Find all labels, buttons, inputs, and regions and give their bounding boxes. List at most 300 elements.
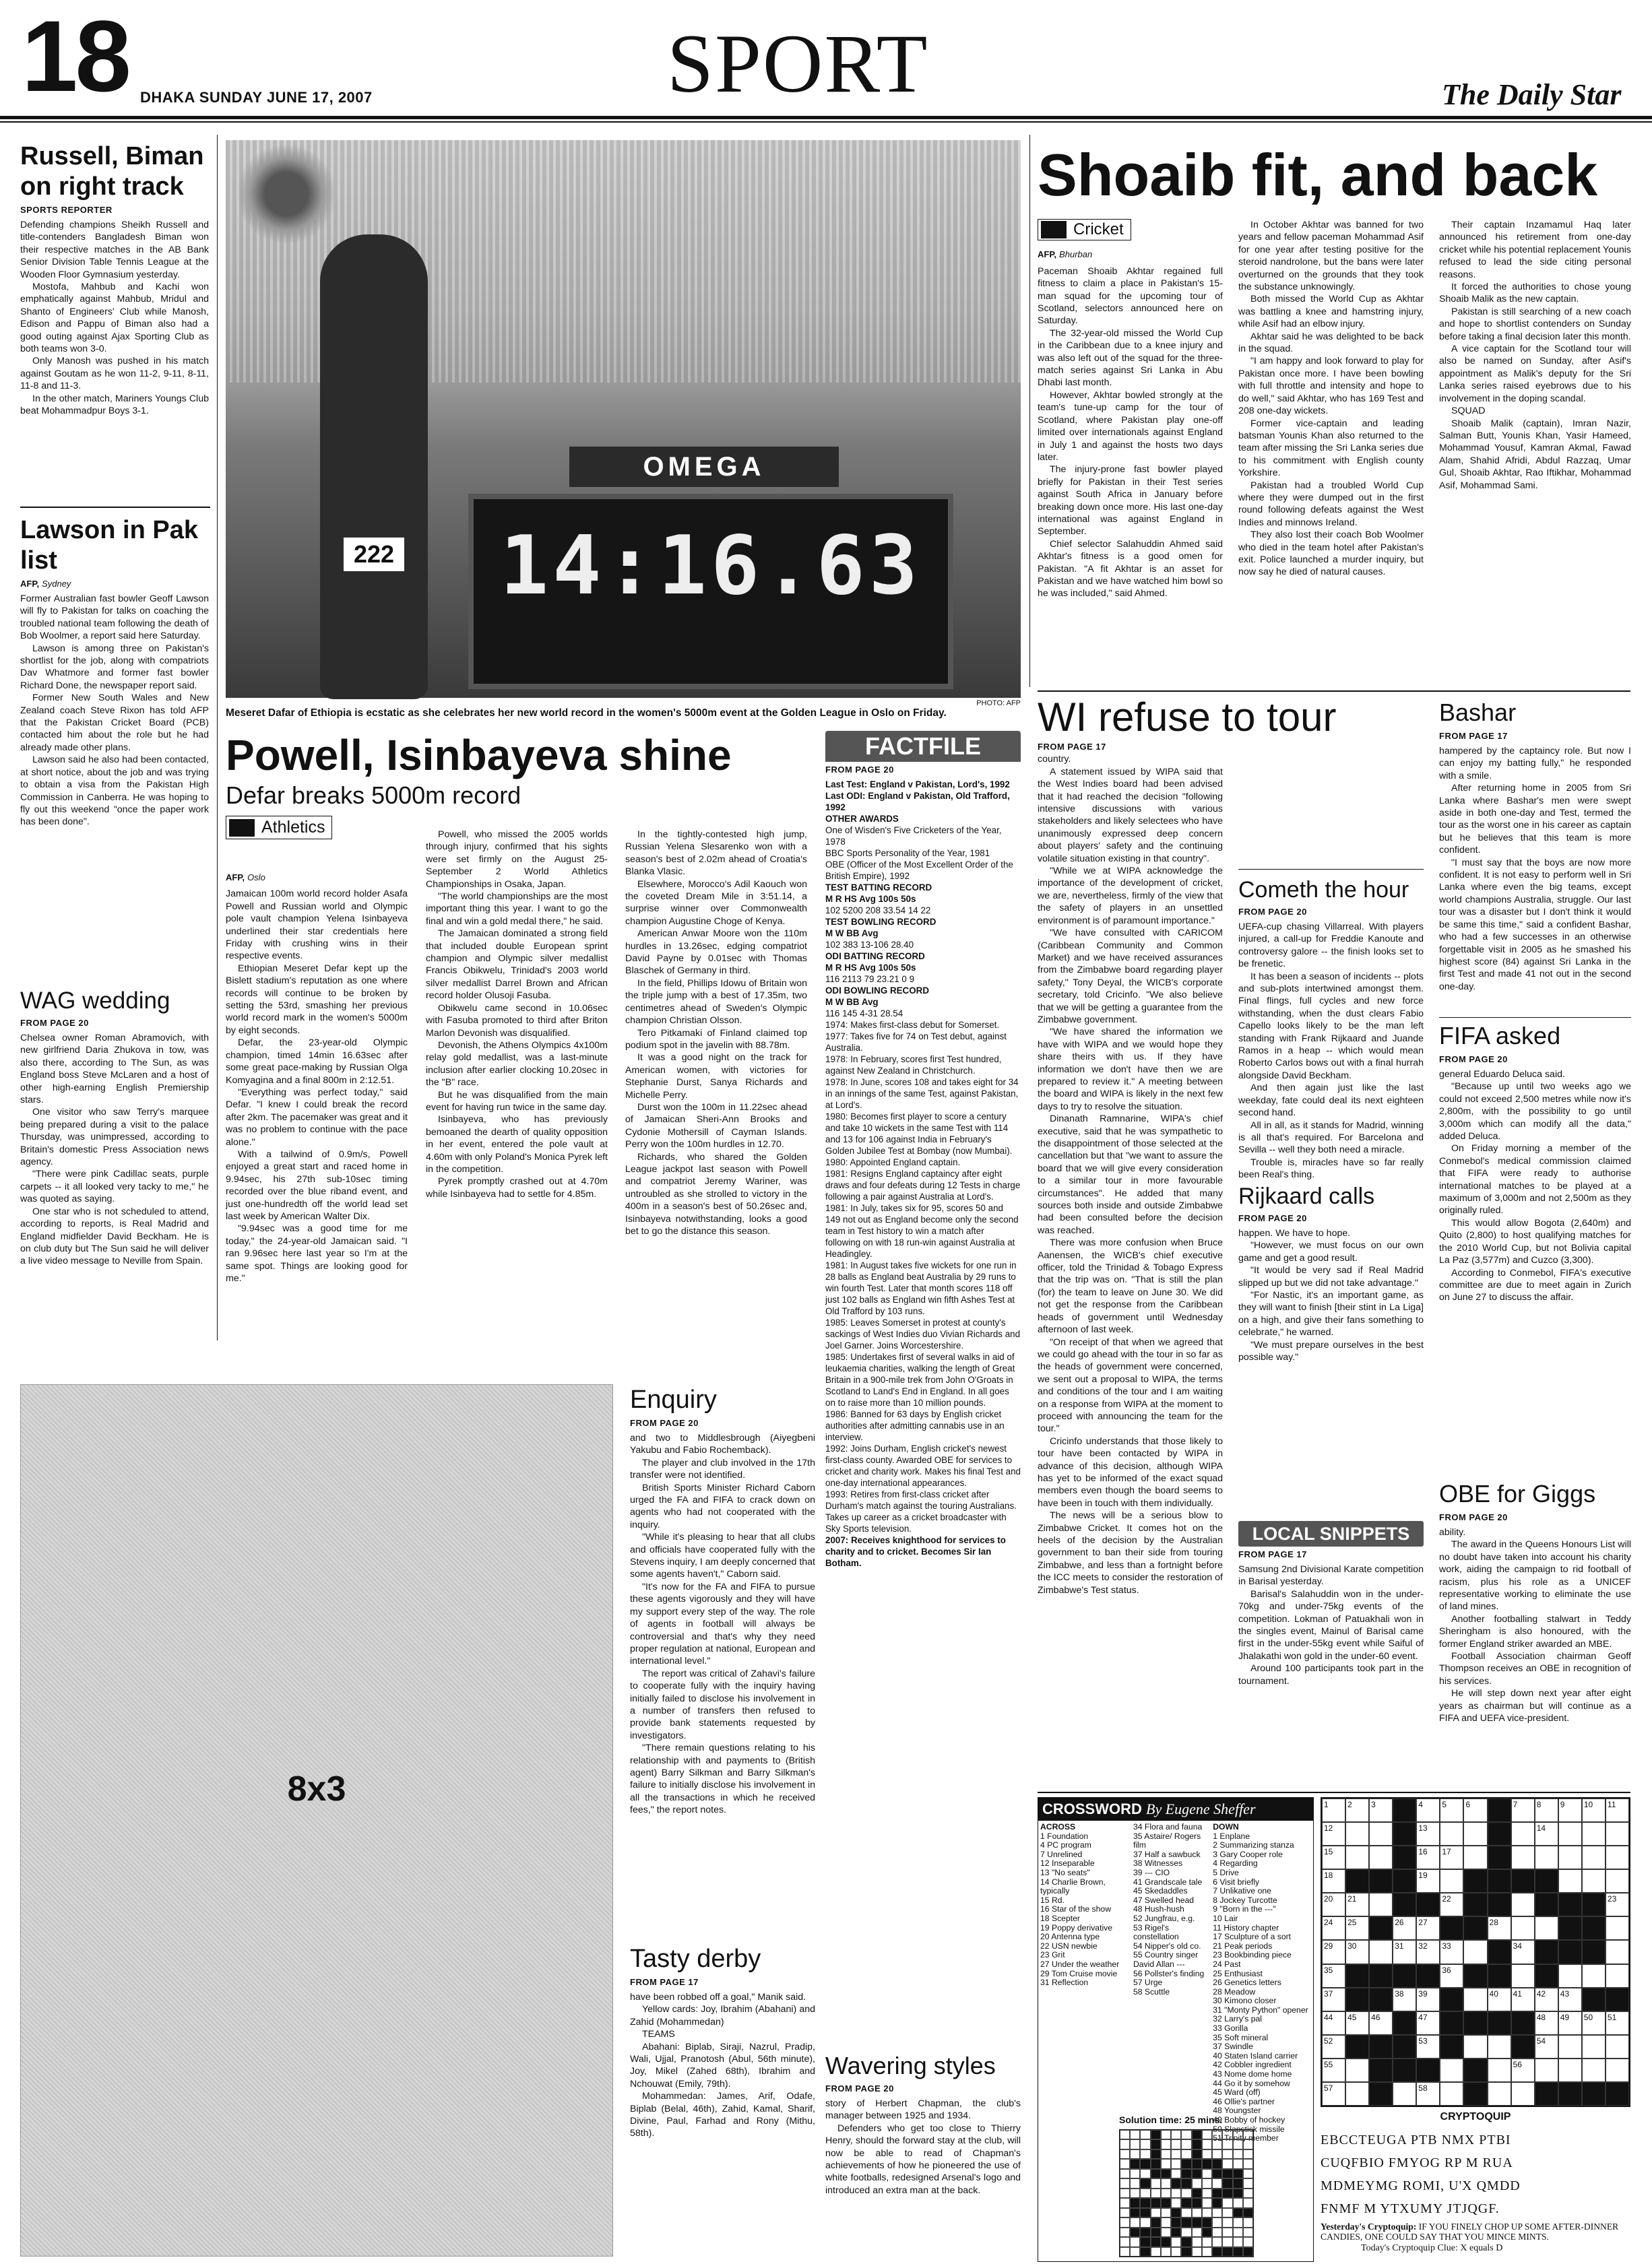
- grid-block: [1558, 2082, 1582, 2106]
- cryptoquip-answer: [1321, 2222, 1630, 2242]
- story-headline: Rijkaard calls: [1238, 1184, 1375, 1209]
- grid-cell[interactable]: 33: [1440, 1940, 1463, 1964]
- grid-cell[interactable]: [1606, 1846, 1629, 1869]
- athletics-icon: [229, 819, 255, 837]
- grid-block: [1463, 1916, 1487, 1940]
- grid-cell[interactable]: 27: [1416, 1916, 1440, 1940]
- grid-cell[interactable]: [1511, 1964, 1535, 1988]
- grid-cell[interactable]: 10: [1582, 1799, 1606, 1822]
- paragraph: 1981: In July, takes six for 95, scores 50 and 149 not out as England become only the second team in Test history to win a match after following on with 18 run-win against Australia at Headingley.: [825, 1203, 1019, 1259]
- story-body: [1238, 1563, 1424, 1687]
- paragraph: 1985: Leaves Somerset in protest at county's sackings of West Indies duo Vivian Richards and Joel Garner. Joins Worcestershire.: [825, 1318, 1021, 1351]
- solution-cell: [1181, 2217, 1191, 2227]
- solution-cell: [1171, 2149, 1181, 2159]
- grid-cell[interactable]: [1511, 1822, 1535, 1846]
- solution-cell: [1171, 2208, 1181, 2217]
- grid-cell[interactable]: [1606, 2035, 1629, 2059]
- grid-block: [1393, 1893, 1416, 1916]
- shoaib-col1: [1038, 219, 1223, 684]
- grid-block: [1369, 1869, 1393, 1893]
- rijkaard-story: [1238, 1182, 1424, 1519]
- crossword-author: By Eugene Sheffer: [1146, 1801, 1256, 1817]
- solution-cell: [1171, 2217, 1181, 2227]
- paragraph: SQUAD: [1451, 406, 1486, 417]
- factfile-box: [825, 731, 1021, 2011]
- grid-cell[interactable]: 6: [1463, 1799, 1487, 1822]
- grid-cell[interactable]: 1: [1322, 1799, 1345, 1822]
- grid-cell[interactable]: 18: [1322, 1869, 1345, 1893]
- clue: 32 Larry's pal: [1213, 2014, 1262, 2024]
- grid-cell[interactable]: [1345, 2059, 1369, 2082]
- paragraph: Lawson is among three on Pakistan's shortlist for the job, along with compatriots Dav Whatmore and former fast bowler Richard Done, the newspaper report said.: [20, 643, 209, 691]
- clue: 31 Reflection: [1040, 1978, 1089, 1988]
- solution-cell: [1181, 2130, 1191, 2139]
- paragraph: Cricinfo understands that those likely to tour have been contacted by WIPA in advance of this decision, although WIPA has yet to be informed of the exact squad members even though the board seems to have been in touch with them individually.: [1038, 1435, 1223, 1509]
- solution-cell: [1130, 2247, 1140, 2257]
- solution-cell: [1161, 2130, 1171, 2139]
- clue: 10 Lair: [1213, 1913, 1238, 1923]
- paragraph: M W BB Avg: [825, 997, 879, 1007]
- paragraph: 102 5200 208 33.54 14 22: [825, 905, 931, 915]
- solution-time: Solution time: 25 mins.: [1119, 2114, 1223, 2125]
- grid-cell[interactable]: 44: [1322, 2011, 1345, 2035]
- grid-cell[interactable]: [1535, 2059, 1558, 2082]
- grid-cell[interactable]: 2: [1345, 1799, 1369, 1822]
- solution-cell: [1243, 2217, 1253, 2227]
- grid-cell[interactable]: [1369, 1822, 1393, 1846]
- grid-cell[interactable]: [1369, 1893, 1393, 1916]
- story-headline: WAG wedding: [20, 987, 170, 1014]
- byline-place: Bhurban: [1059, 249, 1093, 260]
- powell-body-col1: [226, 869, 408, 1340]
- solution-cell: [1161, 2198, 1171, 2207]
- solution-cell: [1192, 2237, 1202, 2246]
- story-byline: FROM PAGE 20: [20, 1018, 89, 1028]
- clue: 15 Rd.: [1040, 1895, 1065, 1905]
- paragraph: Former Australian fast bowler Geoff Lawson will fly to Pakistan for talks on coaching the troubled national team following the death of Bob Woolmer, a report said here Saturday.: [20, 593, 209, 642]
- solution-cell: [1192, 2169, 1202, 2178]
- story-headline: Lawson in Pak list: [20, 516, 198, 575]
- powell-body-col3: [625, 829, 807, 1340]
- grid-block: [1393, 1869, 1416, 1893]
- grid-cell[interactable]: [1558, 2059, 1582, 2082]
- paragraph: Former New South Wales and New Zealand coach Steve Rixon has told AFP that the Pakistan Cricket Board (PCB) contacted him about the role but he had already made other plans.: [20, 692, 209, 753]
- clue: 17 Sculpture of a sort: [1213, 1932, 1292, 1942]
- grid-cell[interactable]: [1440, 2082, 1463, 2106]
- grid-block: [1582, 1893, 1606, 1916]
- grid-cell[interactable]: 30: [1345, 1940, 1369, 1964]
- grid-cell[interactable]: [1463, 1846, 1487, 1869]
- solution-cell: [1151, 2189, 1161, 2198]
- story-byline: SPORTS REPORTER: [20, 205, 113, 215]
- solution-cell: [1130, 2149, 1140, 2159]
- grid-cell[interactable]: 25: [1345, 1916, 1369, 1940]
- grid-cell[interactable]: 21: [1345, 1893, 1369, 1916]
- grid-cell[interactable]: 26: [1393, 1916, 1416, 1940]
- grid-cell[interactable]: 17: [1440, 1846, 1463, 1869]
- grid-block: [1416, 1893, 1440, 1916]
- cryptoquip-line: FNMF M YTXUMY JTJQGF.: [1321, 2201, 1500, 2216]
- paragraph: "While it's pleasing to hear that all clubs and officials have cooperated fully with the Stevens inquiry, I am deeply concerned that some agents haven't," Caborn said.: [630, 1532, 815, 1580]
- solution-cell: [1151, 2247, 1161, 2257]
- grid-cell[interactable]: [1582, 2059, 1606, 2082]
- clue: 4 PC program: [1040, 1840, 1091, 1850]
- paragraph: In the other match, Mariners Youngs Club beat Mohammadpur Boys 3-1.: [20, 393, 209, 417]
- grid-cell[interactable]: [1511, 1916, 1535, 1940]
- solution-cell: [1212, 2217, 1222, 2227]
- grid-cell[interactable]: 8: [1535, 1799, 1558, 1822]
- grid-block: [1440, 2011, 1463, 2035]
- grid-cell[interactable]: 29: [1322, 1940, 1345, 1964]
- solution-cell: [1130, 2217, 1140, 2227]
- grid-cell[interactable]: [1511, 2082, 1535, 2106]
- cryptoquip-title: CRYPTOQUIP: [1440, 2111, 1511, 2123]
- grid-cell[interactable]: 48: [1535, 2011, 1558, 2035]
- clue: 44 Go it by somehow: [1213, 2078, 1290, 2088]
- grid-cell[interactable]: 19: [1416, 1869, 1440, 1893]
- across-clues: [1040, 1823, 1131, 2143]
- grid-block: [1511, 2035, 1535, 2059]
- story-headline: OBE for Giggs: [1439, 1480, 1596, 1508]
- shoaib-story: [1038, 141, 1630, 219]
- grid-cell[interactable]: [1463, 2035, 1487, 2059]
- paragraph: 102 383 13-106 28.40: [825, 940, 914, 950]
- grid-cell[interactable]: 50: [1582, 2011, 1606, 2035]
- solution-cell: [1161, 2149, 1171, 2159]
- grid-cell[interactable]: 51: [1606, 2011, 1629, 2035]
- solution-cell: [1130, 2198, 1140, 2207]
- grid-block: [1369, 1964, 1393, 1988]
- solution-cell: [1202, 2130, 1212, 2139]
- grid-cell[interactable]: 3: [1369, 1799, 1393, 1822]
- masthead-rule-thin: [0, 121, 1652, 123]
- grid-cell[interactable]: [1511, 1893, 1535, 1916]
- grid-cell[interactable]: 15: [1322, 1846, 1345, 1869]
- grid-cell[interactable]: 43: [1558, 1988, 1582, 2011]
- grid-cell[interactable]: 12: [1322, 1822, 1345, 1846]
- grid-cell[interactable]: [1488, 2059, 1511, 2082]
- paragraph: The 32-year-old missed the World Cup in the Caribbean due to a knee injury and was also left out of the squad for the three-match series against Sri Lanka in Abu Dhabi last month.: [1038, 327, 1223, 389]
- solution-cell: [1202, 2237, 1212, 2246]
- grid-block: [1488, 1799, 1511, 1822]
- grid-block: [1440, 2035, 1463, 2059]
- grid-cell[interactable]: 11: [1606, 1799, 1629, 1822]
- solution-cell: [1130, 2237, 1140, 2246]
- grid-cell[interactable]: [1606, 1822, 1629, 1846]
- clue: 49 Bobby of hockey: [1213, 2115, 1285, 2125]
- grid-cell[interactable]: [1440, 1822, 1463, 1846]
- section-title: SPORT: [667, 18, 929, 110]
- story-headline: Shoaib fit, and back: [1038, 141, 1598, 208]
- photo-credit: PHOTO: AFP: [976, 699, 1021, 707]
- paragraph: Last Test: England v Pakistan, Lord's, 1992: [825, 779, 1010, 789]
- grid-cell[interactable]: 46: [1369, 2011, 1393, 2035]
- grid-cell[interactable]: 52: [1322, 2035, 1345, 2059]
- cryptoquip-puzzle: [1321, 2129, 1630, 2220]
- grid-cell[interactable]: [1582, 2035, 1606, 2059]
- grid-cell[interactable]: [1511, 1846, 1535, 1869]
- solution-cell: [1130, 2139, 1140, 2149]
- paragraph: Lawson said he also had been contacted, at short notice, about the job and was trying to obtain a visa from the Pakistan High Commission in Canberra. He was hoping to fly out this weekend "once the paper work has been done".: [20, 754, 209, 828]
- solution-cell: [1243, 2139, 1253, 2149]
- grid-cell[interactable]: [1558, 1964, 1582, 1988]
- grid-block: [1393, 1799, 1416, 1822]
- tag-label: Athletics: [261, 818, 325, 837]
- solution-cell: [1243, 2237, 1253, 2246]
- grid-cell[interactable]: [1558, 1846, 1582, 1869]
- grid-cell[interactable]: 22: [1440, 1893, 1463, 1916]
- grid-cell[interactable]: 20: [1322, 1893, 1345, 1916]
- grid-cell[interactable]: 32: [1416, 1940, 1440, 1964]
- grid-block: [1488, 1964, 1511, 1988]
- grid-cell[interactable]: 41: [1511, 1988, 1535, 2011]
- solution-cell: [1151, 2159, 1161, 2168]
- clue: 2 Summarizing stanza: [1213, 1840, 1294, 1850]
- grid-cell[interactable]: 28: [1488, 1916, 1511, 1940]
- masthead-rule: [0, 116, 1652, 119]
- grid-block: [1416, 2059, 1440, 2082]
- grid-cell[interactable]: [1558, 1822, 1582, 1846]
- paragraph: 1993: Retires from first-class cricket after Durham's match against the touring Australians. Takes up career as a cricket broadcaster with Sky Sports television.: [825, 1489, 1017, 1534]
- solution-cell: [1181, 2169, 1191, 2178]
- grid-cell[interactable]: 58: [1416, 2082, 1440, 2106]
- grid-cell[interactable]: 9: [1558, 1799, 1582, 1822]
- grid-cell[interactable]: [1582, 1964, 1606, 1988]
- across-clues-cont: [1133, 1823, 1210, 2143]
- grid-cell[interactable]: 13: [1416, 1822, 1440, 1846]
- grid-cell[interactable]: [1488, 2082, 1511, 2106]
- grid-cell[interactable]: 35: [1322, 1964, 1345, 1988]
- section-tag: [1038, 219, 1131, 240]
- paragraph: All in all, as it stands for Madrid, winning is all that's required. For Barcelona and Sevilla -- well they both need a miracle.: [1238, 1120, 1424, 1156]
- story-headline: Wavering styles: [825, 2052, 996, 2079]
- solution-cell: [1222, 2247, 1232, 2257]
- grid-cell[interactable]: [1606, 2059, 1629, 2082]
- story-byline: FROM PAGE 17: [1238, 1549, 1307, 1559]
- solution-cell: [1130, 2189, 1140, 2198]
- clue: 39 --- CIO: [1133, 1867, 1170, 1877]
- story-byline: FROM PAGE 20: [825, 765, 894, 775]
- solution-cell: [1222, 2139, 1232, 2149]
- grid-cell[interactable]: [1440, 1869, 1463, 1893]
- grid-cell[interactable]: 16: [1416, 1846, 1440, 1869]
- story-byline: FROM PAGE 20: [1439, 1512, 1508, 1522]
- solution-cell: [1151, 2217, 1161, 2227]
- puzzle-rule: [1038, 1792, 1630, 1793]
- grid-block: [1558, 1893, 1582, 1916]
- grid-cell[interactable]: [1463, 1822, 1487, 1846]
- solution-cell: [1233, 2217, 1243, 2227]
- clue: 30 Kimono closer: [1213, 1996, 1277, 2006]
- factfile-body: [825, 779, 1021, 1569]
- solution-cell: [1151, 2178, 1161, 2188]
- across-heading: ACROSS: [1040, 1822, 1076, 1832]
- wag-story: [20, 987, 209, 1337]
- paragraph: But he was disqualified from the main event for having run twice in the same day.: [426, 1089, 608, 1113]
- advertisement-placeholder: [20, 1384, 613, 2257]
- grid-cell[interactable]: 14: [1535, 1822, 1558, 1846]
- paragraph: 1978: In June, scores 108 and takes eight for 34 in an innings of the same Test, against Pakistan, at Lord's.: [825, 1077, 1019, 1110]
- grid-cell[interactable]: 36: [1440, 1964, 1463, 1988]
- clue: 31 "Monty Python" opener: [1213, 2005, 1308, 2015]
- paragraph: 1986: Banned for 63 days by English cricket authorities after admitting cannabis use in an interview.: [825, 1409, 1005, 1442]
- grid-block: [1463, 1964, 1487, 1988]
- solution-cell: [1161, 2189, 1171, 2198]
- grid-cell[interactable]: [1606, 1940, 1629, 1964]
- grid-cell[interactable]: 55: [1322, 2059, 1345, 2082]
- grid-cell[interactable]: [1558, 1869, 1582, 1893]
- solution-cell: [1233, 2198, 1243, 2207]
- grid-cell[interactable]: [1535, 1846, 1558, 1869]
- grid-cell[interactable]: 57: [1322, 2082, 1345, 2106]
- grid-cell[interactable]: [1345, 1822, 1369, 1846]
- story-rule: [1238, 869, 1424, 870]
- paragraph: Powell, who missed the 2005 worlds through injury, confirmed that his sights were set firmly on the August 25-September 2 World Athletics Championships in Osaka, Japan.: [426, 829, 608, 890]
- solution-cell: [1120, 2198, 1130, 2207]
- paragraph: The Jamaican dominated a strong field that included double European sprint champion and Olympic silver medallist Francis Obikwelu, Trinidad's 2003 world silver medallist Darrel Brown and African record holder Olusoji Fasuba.: [426, 928, 608, 1002]
- solution-cell: [1202, 2228, 1212, 2237]
- solution-cell: [1233, 2208, 1243, 2217]
- grid-cell[interactable]: [1558, 2035, 1582, 2059]
- flowers: [239, 140, 333, 248]
- grid-block: [1582, 2082, 1606, 2106]
- grid-cell[interactable]: 42: [1535, 1988, 1558, 2011]
- solution-cell: [1161, 2228, 1171, 2237]
- grid-cell[interactable]: 53: [1416, 2035, 1440, 2059]
- paragraph: 1981: In August takes five wickets for one run in 28 balls as England beat Australia by 29 runs to win fourth Test. Later that month scores 118 off just 102 balls as England win fifth Ashes Test at Old Trafford by 103 runs.: [825, 1260, 1017, 1316]
- grid-cell[interactable]: [1345, 1846, 1369, 1869]
- grid-block: [1345, 2035, 1369, 2059]
- grid-block: [1511, 1869, 1535, 1893]
- grid-cell[interactable]: 45: [1345, 2011, 1369, 2035]
- solution-cell: [1202, 2198, 1212, 2207]
- paragraph: BBC Sports Personality of the Year, 1981: [825, 848, 990, 858]
- solution-cell: [1212, 2139, 1222, 2149]
- grid-cell[interactable]: [1606, 1916, 1629, 1940]
- clue: 7 Unrelined: [1040, 1849, 1083, 1859]
- grid-block: [1440, 1988, 1463, 2011]
- grid-cell[interactable]: [1393, 2082, 1416, 2106]
- grid-cell[interactable]: 56: [1511, 2059, 1535, 2082]
- grid-cell[interactable]: 47: [1416, 2011, 1440, 2035]
- solution-cell: [1140, 2217, 1150, 2227]
- paragraph: The injury-prone fast bowler played briefly for Pakistan in their Test series against South Africa in January before breaking down once more. His last one-day international was against England in September.: [1038, 464, 1223, 538]
- solution-cell: [1181, 2149, 1191, 2159]
- paragraph: Their captain Inzamamul Haq later announced his retirement from one-day cricket while his potential replacement Younis refused to lead the side citing personal reasons.: [1439, 220, 1631, 280]
- grid-cell[interactable]: 5: [1440, 1799, 1463, 1822]
- grid-block: [1558, 1940, 1582, 1964]
- paragraph: The player and club involved in the 17th transfer were not identified.: [630, 1457, 815, 1481]
- solution-cell: [1181, 2198, 1191, 2207]
- byline-agency: AFP,: [1038, 249, 1056, 260]
- grid-cell[interactable]: 37: [1322, 1988, 1345, 2011]
- powell-body-col2: [426, 829, 608, 1340]
- grid-block: [1393, 1846, 1416, 1869]
- grid-cell[interactable]: [1606, 1964, 1629, 1988]
- grid-cell[interactable]: [1369, 1940, 1393, 1964]
- paragraph: Ethiopian Meseret Defar kept up the Bislett stadium's reputation as one where records will continue to be broken by setting the 53rd, smashing her previous world record mark in the women's 5000m by eight seconds.: [226, 963, 408, 1036]
- solution-cell: [1243, 2130, 1253, 2139]
- paragraph: ODI BATTING RECORD: [825, 951, 925, 961]
- story-body: [1238, 921, 1424, 1181]
- down-heading: DOWN: [1213, 1822, 1239, 1832]
- solution-cell: [1222, 2178, 1232, 2188]
- grid-block: [1535, 1869, 1558, 1893]
- solution-cell: [1212, 2130, 1222, 2139]
- grid-cell[interactable]: 23: [1606, 1893, 1629, 1916]
- grid-cell[interactable]: 31: [1393, 1940, 1416, 1964]
- paragraph: 1978: In February, scores first Test hundred, against New Zealand in Christchurch.: [825, 1054, 1002, 1076]
- clue: 12 Inseparable: [1040, 1858, 1095, 1869]
- story-byline: FROM PAGE 17: [630, 1977, 699, 1987]
- solution-cell: [1171, 2228, 1181, 2237]
- grid-cell[interactable]: [1463, 1988, 1487, 2011]
- grid-block: [1416, 1964, 1440, 1988]
- clue: 22 USN newbie: [1040, 1941, 1098, 1951]
- paragraph: Defar, the 23-year-old Olympic champion, timed 14min 16.63sec after some great pace-making by Russian Olga Komyagina and a final 800m in 2:12.51.: [226, 1037, 408, 1086]
- byline-place: Sydney: [42, 579, 71, 589]
- grid-block: [1535, 1893, 1558, 1916]
- wi-headline-box: [1038, 694, 1415, 741]
- solution-cell: [1130, 2169, 1140, 2178]
- cryptoquip-line: MDMEYMG ROMI, U'X QMDD: [1321, 2178, 1521, 2193]
- crossword-title: CROSSWORD: [1042, 1801, 1142, 1817]
- solution-cell: [1120, 2217, 1130, 2227]
- cricket-icon: [1041, 221, 1067, 238]
- paragraph: They also lost their coach Bob Woolmer who died in the team hotel after Pakistan's exit. Police launched a murder inquiry, but now say he died of natural causes.: [1238, 529, 1424, 578]
- grid-cell[interactable]: [1369, 1846, 1393, 1869]
- paragraph: Jamaican 100m world record holder Asafa Powell and Russian world and Olympic pole vault champion Yelena Isinbayeva underlined their star credentials here Friday with crushing wins in their respective events.: [226, 888, 408, 962]
- grid-cell[interactable]: 40: [1488, 1988, 1511, 2011]
- paragraph: The award in the Queens Honours List will no doubt have taken into account his charity work, aiding the campaign to rid football of racism, plus his role as a UNICEF representative working to eliminate the use of land mines.: [1439, 1539, 1631, 1613]
- grid-cell[interactable]: 7: [1511, 1799, 1535, 1822]
- grid-cell[interactable]: 39: [1416, 1988, 1440, 2011]
- grid-cell[interactable]: [1345, 2082, 1369, 2106]
- tasty-story: [630, 1943, 815, 2257]
- grid-cell[interactable]: [1463, 1940, 1487, 1964]
- grid-cell[interactable]: 24: [1322, 1916, 1345, 1940]
- solution-cell: [1212, 2159, 1222, 2168]
- grid-cell[interactable]: [1582, 1846, 1606, 1869]
- solution-cell: [1120, 2139, 1130, 2149]
- grid-cell[interactable]: 49: [1558, 2011, 1582, 2035]
- paragraph: In the tightly-contested high jump, Russian Yelena Slesarenko won with a season's best of 2.02m ahead of Croatia's Blanka Vlasic.: [625, 829, 807, 878]
- paragraph: In the field, Phillips Idowu of Britain won the triple jump with a best of 17.35m, two centimetres ahead of Sweden's Olympic champion Christian Olsson.: [625, 977, 807, 1027]
- grid-cell[interactable]: [1488, 2035, 1511, 2059]
- paragraph: Pyrek promptly crashed out at 4.70m while Isinbayeva had to settle for 4.85m.: [426, 1176, 608, 1200]
- grid-cell[interactable]: [1535, 1916, 1558, 1940]
- solution-cell: [1192, 2208, 1202, 2217]
- solution-cell: [1140, 2189, 1150, 2198]
- grid-cell[interactable]: [1582, 1822, 1606, 1846]
- paragraph: ODI BOWLING RECORD: [825, 985, 929, 996]
- grid-cell[interactable]: [1582, 1869, 1606, 1893]
- athlete-figure: [320, 234, 428, 699]
- grid-cell[interactable]: 4: [1416, 1799, 1440, 1822]
- grid-cell[interactable]: [1440, 2059, 1463, 2082]
- grid-cell[interactable]: [1606, 1869, 1629, 1893]
- factfile-title: FACTFILE: [825, 731, 1021, 762]
- grid-cell[interactable]: 54: [1535, 2035, 1558, 2059]
- paragraph: hampered by the captaincy role. But now I can enjoy my batting fully," he responded with a smile.: [1439, 746, 1631, 781]
- grid-cell[interactable]: 38: [1393, 1988, 1416, 2011]
- crossword-grid[interactable]: [1321, 1797, 1630, 2107]
- story-headline: Bashar: [1439, 699, 1517, 726]
- story-subheadline: Defar breaks 5000m record: [226, 781, 521, 809]
- grid-cell[interactable]: 34: [1511, 1940, 1535, 1964]
- snippets-title: LOCAL SNIPPETS: [1238, 1521, 1424, 1547]
- clue: 58 Scuttle: [1133, 1986, 1170, 1997]
